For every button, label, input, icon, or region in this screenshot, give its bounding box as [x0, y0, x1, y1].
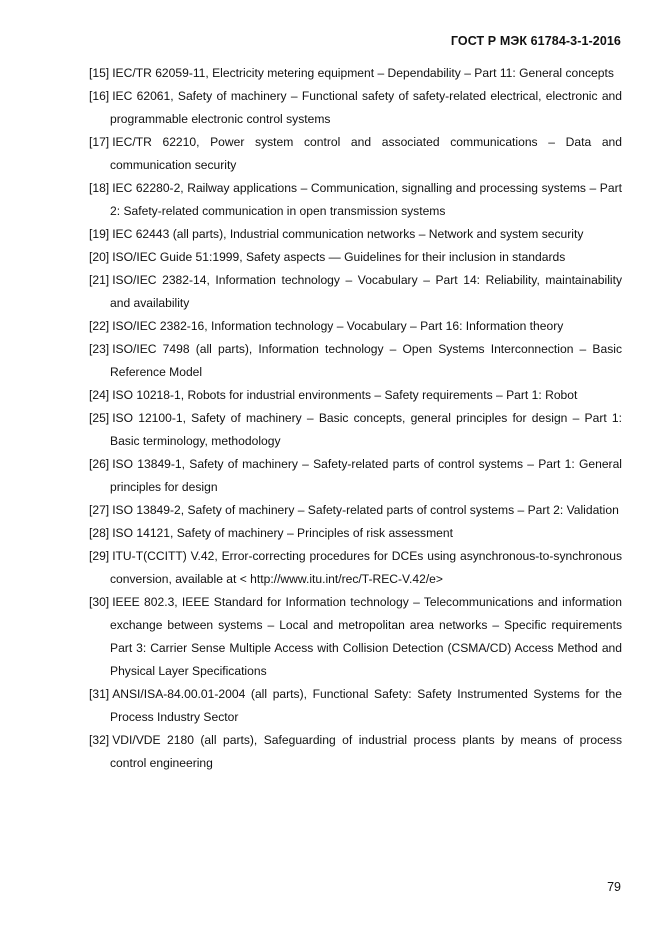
reference-number: [24]: [89, 388, 110, 402]
reference-text: ISO 12100-1, Safety of machinery – Basic concepts, general principles for design – Part 1: Basic terminology, methodology: [110, 411, 622, 448]
bibliography-entry: [89, 407, 622, 453]
bibliography-entry: [89, 683, 622, 729]
reference-text: VDI/VDE 2180 (all parts), Safeguarding of industrial process plants by means of process control engineering: [110, 733, 622, 770]
bibliography-entry: [89, 177, 622, 223]
reference-number: [31]: [89, 687, 110, 701]
reference-number: [26]: [89, 457, 110, 471]
bibliography-entry: [89, 62, 622, 85]
reference-text: IEEE 802.3, IEEE Standard for Information technology – Telecommunications and information exchange between systems – Local and metropolitan area networks – Specific requirements Part 3: Carrier Sense Multiple Access with Collision Detection (CSMA/CD) Access Method and Physical Layer Specifications: [110, 595, 622, 678]
reference-text: ISO 13849-2, Safety of machinery – Safety-related parts of control systems – Part 2: Validation: [112, 503, 619, 517]
reference-number: [23]: [89, 342, 110, 356]
bibliography-entry: [89, 246, 622, 269]
page-number: 79: [607, 880, 621, 894]
bibliography-entry: [89, 269, 622, 315]
bibliography-entry: [89, 453, 622, 499]
bibliography-entry: [89, 131, 622, 177]
reference-text: ISO/IEC 2382-14, Information technology – Vocabulary – Part 14: Reliability, maintainability and availability: [110, 273, 622, 310]
reference-number: [27]: [89, 503, 110, 517]
reference-text: IEC 62443 (all parts), Industrial communication networks – Network and system security: [112, 227, 584, 241]
bibliography-entry: [89, 522, 622, 545]
bibliography-entry: [89, 729, 622, 775]
reference-text: ITU-T(CCITT) V.42, Error-correcting procedures for DCEs using asynchronous-to-synchronous conversion, available at < http://www.itu.int/rec/T-REC-V.42/e>: [110, 549, 622, 586]
reference-number: [29]: [89, 549, 110, 563]
reference-text: ISO/IEC 7498 (all parts), Information technology – Open Systems Interconnection – Basic Reference Model: [110, 342, 622, 379]
reference-number: [32]: [89, 733, 110, 747]
bibliography-entry: [89, 384, 622, 407]
reference-number: [15]: [89, 66, 110, 80]
bibliography-entry: [89, 223, 622, 246]
reference-text: ISO 14121, Safety of machinery – Principles of risk assessment: [112, 526, 453, 540]
reference-text: ISO 10218-1, Robots for industrial environments – Safety requirements – Part 1: Robot: [112, 388, 578, 402]
reference-number: [28]: [89, 526, 110, 540]
reference-text: IEC/TR 62059-11, Electricity metering equipment – Dependability – Part 11: General concepts: [112, 66, 614, 80]
reference-number: [16]: [89, 89, 110, 103]
reference-number: [19]: [89, 227, 110, 241]
reference-number: [25]: [89, 411, 110, 425]
bibliography-entry: [89, 499, 622, 522]
bibliography-entry: [89, 315, 622, 338]
reference-text: ISO 13849-1, Safety of machinery – Safety-related parts of control systems – Part 1: General principles for design: [110, 457, 622, 494]
reference-number: [22]: [89, 319, 110, 333]
reference-text: ISO/IEC 2382-16, Information technology – Vocabulary – Part 16: Information theory: [112, 319, 564, 333]
reference-text: IEC 62061, Safety of machinery – Functional safety of safety-related electrical, electronic and programmable electronic control systems: [110, 89, 622, 126]
bibliography-entry: [89, 545, 622, 591]
bibliography-entry: [89, 338, 622, 384]
reference-text: ANSI/ISA-84.00.01-2004 (all parts), Functional Safety: Safety Instrumented Systems for the Process Industry Sector: [110, 687, 622, 724]
page-header: ГОСТ Р МЭК 61784-3-1-2016: [450, 34, 621, 48]
reference-number: [18]: [89, 181, 110, 195]
bibliography-entry: [89, 85, 622, 131]
reference-number: [20]: [89, 250, 110, 264]
reference-text: ISO/IEC Guide 51:1999, Safety aspects — Guidelines for their inclusion in standards: [112, 250, 566, 264]
reference-number: [17]: [89, 135, 110, 149]
bibliography-entry: [89, 591, 622, 683]
reference-text: IEC/TR 62210, Power system control and associated communications – Data and communication security: [110, 135, 622, 172]
reference-number: [30]: [89, 595, 110, 609]
bibliography-list: [89, 62, 622, 775]
reference-text: IEC 62280-2, Railway applications – Communication, signalling and processing systems – Part 2: Safety-related communication in open transmission systems: [110, 181, 622, 218]
reference-number: [21]: [89, 273, 110, 287]
